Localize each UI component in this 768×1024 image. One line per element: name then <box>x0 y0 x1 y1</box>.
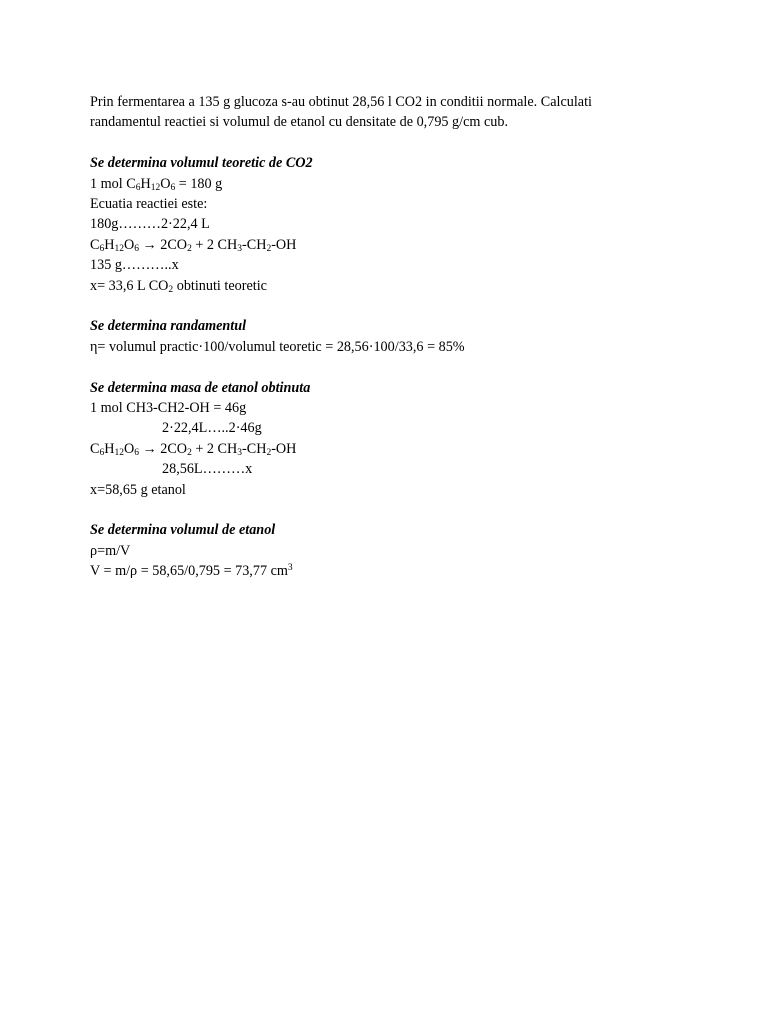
subscript: 2 <box>266 243 272 254</box>
superscript: 3 <box>287 563 293 574</box>
text-fragment: -CH <box>242 236 267 253</box>
reaction-equation-label: Ecuatia reactiei este: <box>90 196 208 213</box>
fermentation-reaction-2 <box>90 439 690 459</box>
subscript: 12 <box>150 182 161 193</box>
stoichiometry-ratio-line: 180g………2·22,4 L <box>90 216 210 233</box>
paragraph-gap <box>90 357 690 377</box>
subscript: 6 <box>99 447 105 458</box>
subscript: 6 <box>134 243 139 254</box>
subscript: 6 <box>99 243 105 254</box>
text-fragment: + 2 CH <box>191 440 238 457</box>
text-fragment: → 2CO <box>138 440 188 457</box>
subscript: 2 <box>266 447 272 458</box>
subscript: 6 <box>170 182 176 193</box>
formula-c: C <box>90 236 100 253</box>
yield-formula: η= volumul practic·100/volumul teoretic = 28,56·100/33,6 = 85% <box>90 338 465 355</box>
text-fragment: H <box>104 440 115 457</box>
stoichiometry-ratio-line-2: 2·22,4L…..2·46g <box>162 420 262 437</box>
document-body <box>90 92 690 582</box>
fermentation-reaction <box>90 235 690 255</box>
subscript: 12 <box>114 447 124 458</box>
text-fragment: + 2 CH <box>191 236 238 253</box>
volume-result <box>90 561 690 581</box>
paragraph-gap <box>90 500 690 520</box>
text-fragment: obtinuti teoretic <box>173 277 267 294</box>
paragraph-gap <box>90 296 690 316</box>
text-fragment: x= 33,6 L CO <box>90 277 169 294</box>
unknown-line-2: 28,56L………x <box>162 461 253 478</box>
subscript: 2 <box>168 284 174 295</box>
molar-mass-ethanol: 1 mol CH3-CH2-OH = 46g <box>90 400 247 417</box>
density-formula: ρ=m/V <box>90 542 131 559</box>
section-heading-ethanol-mass: Se determina masa de etanol obtinuta <box>90 379 311 396</box>
text-fragment: -CH <box>242 440 267 457</box>
text-fragment: -OH <box>271 236 297 253</box>
paragraph-gap <box>90 133 690 153</box>
text-fragment: → 2CO <box>138 236 188 253</box>
formula-c: C <box>90 440 100 457</box>
molar-mass-glucose <box>90 174 690 194</box>
subscript: 6 <box>134 447 139 458</box>
subscript: 2 <box>187 243 192 254</box>
text-fragment: H <box>140 175 151 192</box>
text-fragment: = 180 g <box>175 175 223 192</box>
co2-theoretical-result <box>90 276 690 296</box>
subscript: 3 <box>237 447 243 458</box>
subscript: 6 <box>135 182 141 193</box>
subscript: 2 <box>187 447 192 458</box>
text-fragment: O <box>160 175 171 192</box>
text-fragment: O <box>123 440 135 457</box>
unknown-line: 135 g………..x <box>90 257 179 274</box>
text-fragment: -OH <box>271 440 297 457</box>
intro-line-2: randamentul reactiei si volumul de etanol cu densitate de 0,795 g/cm cub. <box>90 114 509 131</box>
section-heading-yield: Se determina randamentul <box>90 318 247 335</box>
subscript: 12 <box>114 243 124 254</box>
intro-line-1: Prin fermentarea a 135 g glucoza s-au obtinut 28,56 l CO2 in conditii normale. Calculati <box>90 94 592 110</box>
ethanol-mass-result: x=58,65 g etanol <box>90 481 186 498</box>
text-fragment: V = m/ρ = 58,65/0,795 = 73,77 cm <box>90 563 288 580</box>
text-fragment: O <box>123 236 135 253</box>
subscript: 3 <box>237 243 243 254</box>
section-heading-ethanol-volume: Se determina volumul de etanol <box>90 522 276 539</box>
text-fragment: 1 mol C <box>90 175 136 192</box>
text-fragment: H <box>104 236 115 253</box>
section-heading-co2-volume: Se determina volumul teoretic de CO2 <box>90 155 313 172</box>
